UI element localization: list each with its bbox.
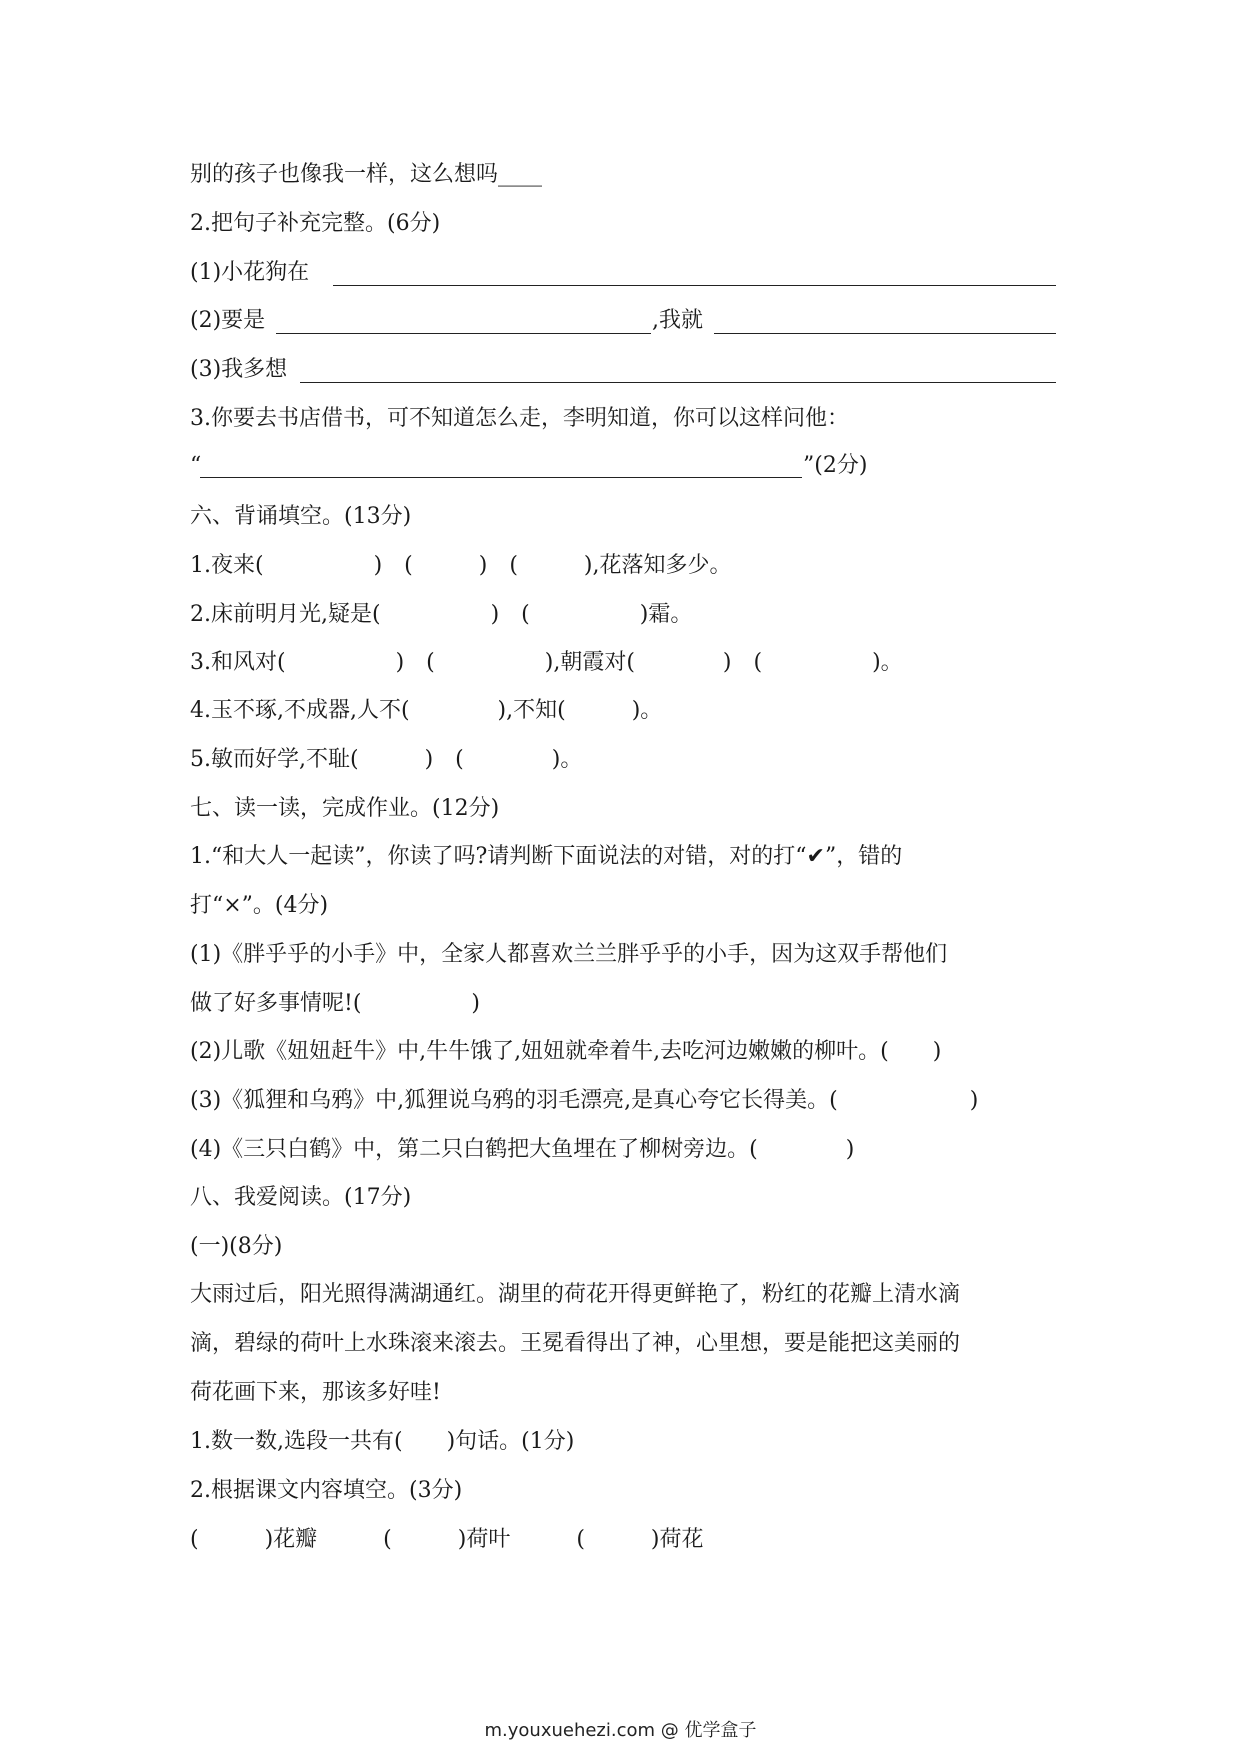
sub-heading: (一)(8分)	[190, 1234, 283, 1259]
recite-item: 4.玉不琢,不成器,人不( ),不知( )。	[190, 698, 663, 723]
fill-item-label: (3)我多想	[190, 357, 288, 382]
question-item: ( )花瓣 ( )荷叶 ( )荷花	[190, 1527, 704, 1552]
recite-item: 2.床前明月光,疑是( ) ( )霜。	[190, 602, 693, 627]
fill-item-label: ,我就	[652, 308, 703, 333]
text-line: 别的孩子也像我一样，这么想吗____	[190, 162, 543, 187]
question-item: 2.根据课文内容填空。(3分)	[190, 1478, 463, 1503]
judge-item: (4)《三只白鹤》中，第二只白鹤把大鱼埋在了柳树旁边。( )	[190, 1137, 855, 1162]
question-heading: 打“×”。(4分)	[190, 893, 329, 918]
answer-blank[interactable]	[714, 333, 1056, 334]
judge-item: (1)《胖乎乎的小手》中，全家人都喜欢兰兰胖乎乎的小手，因为这双手帮他们	[190, 942, 948, 967]
answer-blank[interactable]	[200, 477, 802, 478]
section-heading: 八、我爱阅读。(17分)	[190, 1185, 412, 1210]
judge-item: 做了好多事情呢!( )	[190, 991, 481, 1016]
question-heading: 2.把句子补充完整。(6分)	[190, 211, 441, 236]
recite-item: 5.敏而好学,不耻( ) ( )。	[190, 747, 583, 772]
section-heading: 六、背诵填空。(13分)	[190, 504, 412, 529]
quote-close: ”(2分)	[803, 453, 868, 478]
reading-passage: 滴，碧绿的荷叶上水珠滚来滚去。王冕看得出了神，心里想，要是能把这美丽的	[190, 1331, 961, 1356]
answer-blank[interactable]	[300, 382, 1056, 383]
question-heading: 3.你要去书店借书，可不知道怎么走，李明知道，你可以这样问他：	[190, 406, 849, 431]
reading-passage: 大雨过后，阳光照得满湖通红。湖里的荷花开得更鲜艳了，粉红的花瓣上清水滴	[190, 1282, 961, 1307]
recite-item: 1.夜来( ) ( ) ( ),花落知多少。	[190, 553, 732, 578]
question-heading: 1.“和大人一起读”，你读了吗?请判断下面说法的对错，对的打“✔”，错的	[190, 844, 903, 869]
fill-item-label: (1)小花狗在	[190, 260, 310, 285]
judge-item: (3)《狐狸和乌鸦》中,狐狸说乌鸦的羽毛漂亮,是真心夸它长得美。( )	[190, 1088, 979, 1113]
recite-item: 3.和风对( ) ( ),朝霞对( ) ( )。	[190, 650, 903, 675]
footer-watermark: m.youxuehezi.com @ 优学盒子	[484, 1720, 757, 1741]
fill-item-label: (2)要是	[190, 308, 266, 333]
answer-blank[interactable]	[276, 333, 651, 334]
answer-blank[interactable]	[333, 285, 1056, 286]
question-item: 1.数一数,选段一共有( )句话。(1分)	[190, 1429, 575, 1454]
reading-passage: 荷花画下来，那该多好哇!	[190, 1380, 441, 1405]
quote-open: “	[190, 453, 202, 478]
section-heading: 七、读一读，完成作业。(12分)	[190, 796, 500, 821]
judge-item: (2)儿歌《妞妞赶牛》中,牛牛饿了,妞妞就牵着牛,去吃河边嫩嫩的柳叶。( )	[190, 1039, 942, 1064]
